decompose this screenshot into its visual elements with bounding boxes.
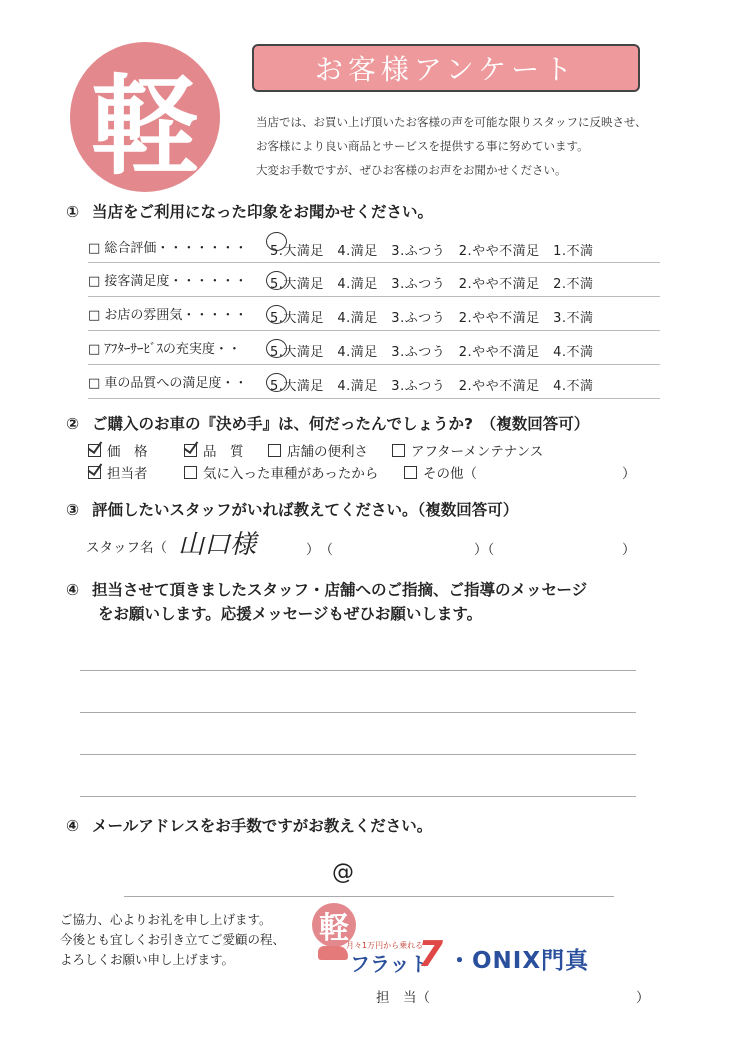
staff-slot-close: ） <box>622 542 636 558</box>
q1-row-options[interactable]: 5.大満足 4.満足 3.ふつう 2.やや不満足 4.不満 <box>270 379 594 394</box>
car-icon <box>318 946 348 960</box>
q2-number: ② <box>66 415 80 433</box>
selection-circle-mark <box>266 271 287 290</box>
q2-option-other[interactable] <box>404 462 477 482</box>
q1-heading <box>66 200 433 222</box>
q2-other-close: ） <box>622 466 636 482</box>
q2-option-model[interactable] <box>184 462 378 482</box>
q5-number: ④ <box>66 817 80 835</box>
footer-line-1: ご協力、心よりお礼を申し上げます。 <box>60 912 272 927</box>
q1-row-label[interactable]: □ 総合評価・・・・・・・ <box>88 241 248 256</box>
email-at-sign: @ <box>332 860 354 885</box>
selection-circle-mark <box>266 305 287 324</box>
intro-line-3: 大変お手数ですが、ぜひお客様のお声をお聞かせください。 <box>256 163 567 177</box>
q2-option-label: 店舗の便利さ <box>287 444 368 460</box>
message-line[interactable] <box>80 754 636 755</box>
intro-line-1: 当店では、お買い上げ頂いたお客様の声を可能な限りスタッフに反映させ、 <box>256 115 647 129</box>
page-title: お客様アンケート <box>314 53 578 86</box>
q2-option-convenience[interactable] <box>268 440 368 460</box>
staff-slot-separator[interactable]: ） （ <box>306 542 333 558</box>
checkbox-icon[interactable] <box>268 444 281 457</box>
q1-row-label[interactable]: □ ｱﾌﾀｰｻｰﾋﾞｽの充実度・・ <box>88 342 241 357</box>
staff-slot-separator-2[interactable]: ）（ <box>474 542 495 558</box>
q1-number: ① <box>66 203 80 221</box>
message-line[interactable] <box>80 712 636 713</box>
q3-number: ③ <box>66 501 80 519</box>
message-line[interactable] <box>80 796 636 797</box>
q2-option-label: アフターメンテナンス <box>411 444 544 460</box>
brand-flat: フラット <box>350 952 430 976</box>
row-divider <box>88 296 660 297</box>
q3-heading <box>66 498 518 520</box>
tanto-label: 担 当（ <box>376 990 430 1006</box>
staff-name-handwritten[interactable]: 山口様 <box>178 530 257 560</box>
brand-tagline: 月々1万円から乗れる <box>346 941 424 950</box>
q4-title-line-1: 担当させて頂きましたスタッフ・店舗へのご指摘、ご指導のメッセージ <box>92 581 588 599</box>
selection-circle-mark <box>266 232 287 251</box>
tanto-close: ） <box>636 990 650 1006</box>
q2-option-label: 気に入った車種があったから <box>203 466 379 482</box>
q1-title: 当店をご利用になった印象をお聞かせください。 <box>92 203 434 221</box>
message-line[interactable] <box>80 670 636 671</box>
row-divider <box>88 330 660 331</box>
q2-option-quality[interactable] <box>184 440 244 460</box>
q2-option-label: 価 格 <box>107 444 148 460</box>
q3-title: 評価したいスタッフがいれば教えてください。（複数回答可） <box>92 501 519 519</box>
selection-circle-mark <box>266 373 287 392</box>
q2-option-price[interactable] <box>88 440 148 460</box>
brand-onix: ・ONIX門真 <box>448 948 590 974</box>
checkbox-icon[interactable] <box>392 444 405 457</box>
title-banner <box>252 44 640 92</box>
email-input-line[interactable] <box>124 896 614 897</box>
row-divider <box>88 398 660 399</box>
q2-heading <box>66 412 589 434</box>
q1-row-options[interactable]: 5.大満足 4.満足 3.ふつう 2.やや不満足 1.不満 <box>270 244 594 259</box>
brand-logo-kei: 軽 <box>312 903 356 947</box>
checkbox-checked-icon[interactable] <box>88 466 101 479</box>
q2-option-label: 担当者 <box>107 466 148 482</box>
footer-line-2: 今後とも宜しくお引き立てご愛顧の程、 <box>60 932 286 947</box>
checkbox-icon[interactable] <box>404 466 417 479</box>
footer-line-3: よろしくお願い申し上げます。 <box>60 952 235 967</box>
checkbox-checked-icon[interactable] <box>184 444 197 457</box>
q1-row-options[interactable]: 5.大満足 4.満足 3.ふつう 2.やや不満足 2.不満 <box>270 277 594 292</box>
q5-title: メールアドレスをお手数ですがお教えください。 <box>92 817 433 835</box>
checkbox-checked-icon[interactable] <box>88 444 101 457</box>
q2-option-label: 品 質 <box>203 444 244 460</box>
selection-circle-mark <box>266 339 287 358</box>
q1-row-label[interactable]: □ 接客満足度・・・・・・ <box>88 274 248 289</box>
q2-title: ご購入のお車の『決め手』は、何だったんでしょうか? （複数回答可） <box>92 415 590 433</box>
row-divider <box>88 262 660 263</box>
q1-row-label[interactable]: □ お店の雰囲気・・・・・ <box>88 308 248 323</box>
q2-option-staff[interactable] <box>88 462 148 482</box>
q5-heading <box>66 814 432 836</box>
q4-heading <box>66 578 587 600</box>
q1-row-label[interactable]: □ 車の品質への満足度・・ <box>88 376 248 391</box>
checkbox-icon[interactable] <box>184 466 197 479</box>
q1-row-options[interactable]: 5.大満足 4.満足 3.ふつう 2.やや不満足 4.不満 <box>270 345 594 360</box>
row-divider <box>88 364 660 365</box>
q2-option-label: その他（ <box>423 466 477 482</box>
staff-label: スタッフ名（ <box>86 540 167 556</box>
q1-row-options[interactable]: 5.大満足 4.満足 3.ふつう 2.やや不満足 3.不満 <box>270 311 594 326</box>
brand-seven: 7 <box>418 934 444 975</box>
q4-title-line-2: をお願いします。応援メッセージもぜひお願いします。 <box>98 605 483 623</box>
intro-line-2: お客様により良い商品とサービスを提供する事に努めています。 <box>256 139 589 153</box>
q4-number: ④ <box>66 581 80 599</box>
q2-option-maintenance[interactable] <box>392 440 543 460</box>
logo-kei: 軽 <box>90 64 199 190</box>
